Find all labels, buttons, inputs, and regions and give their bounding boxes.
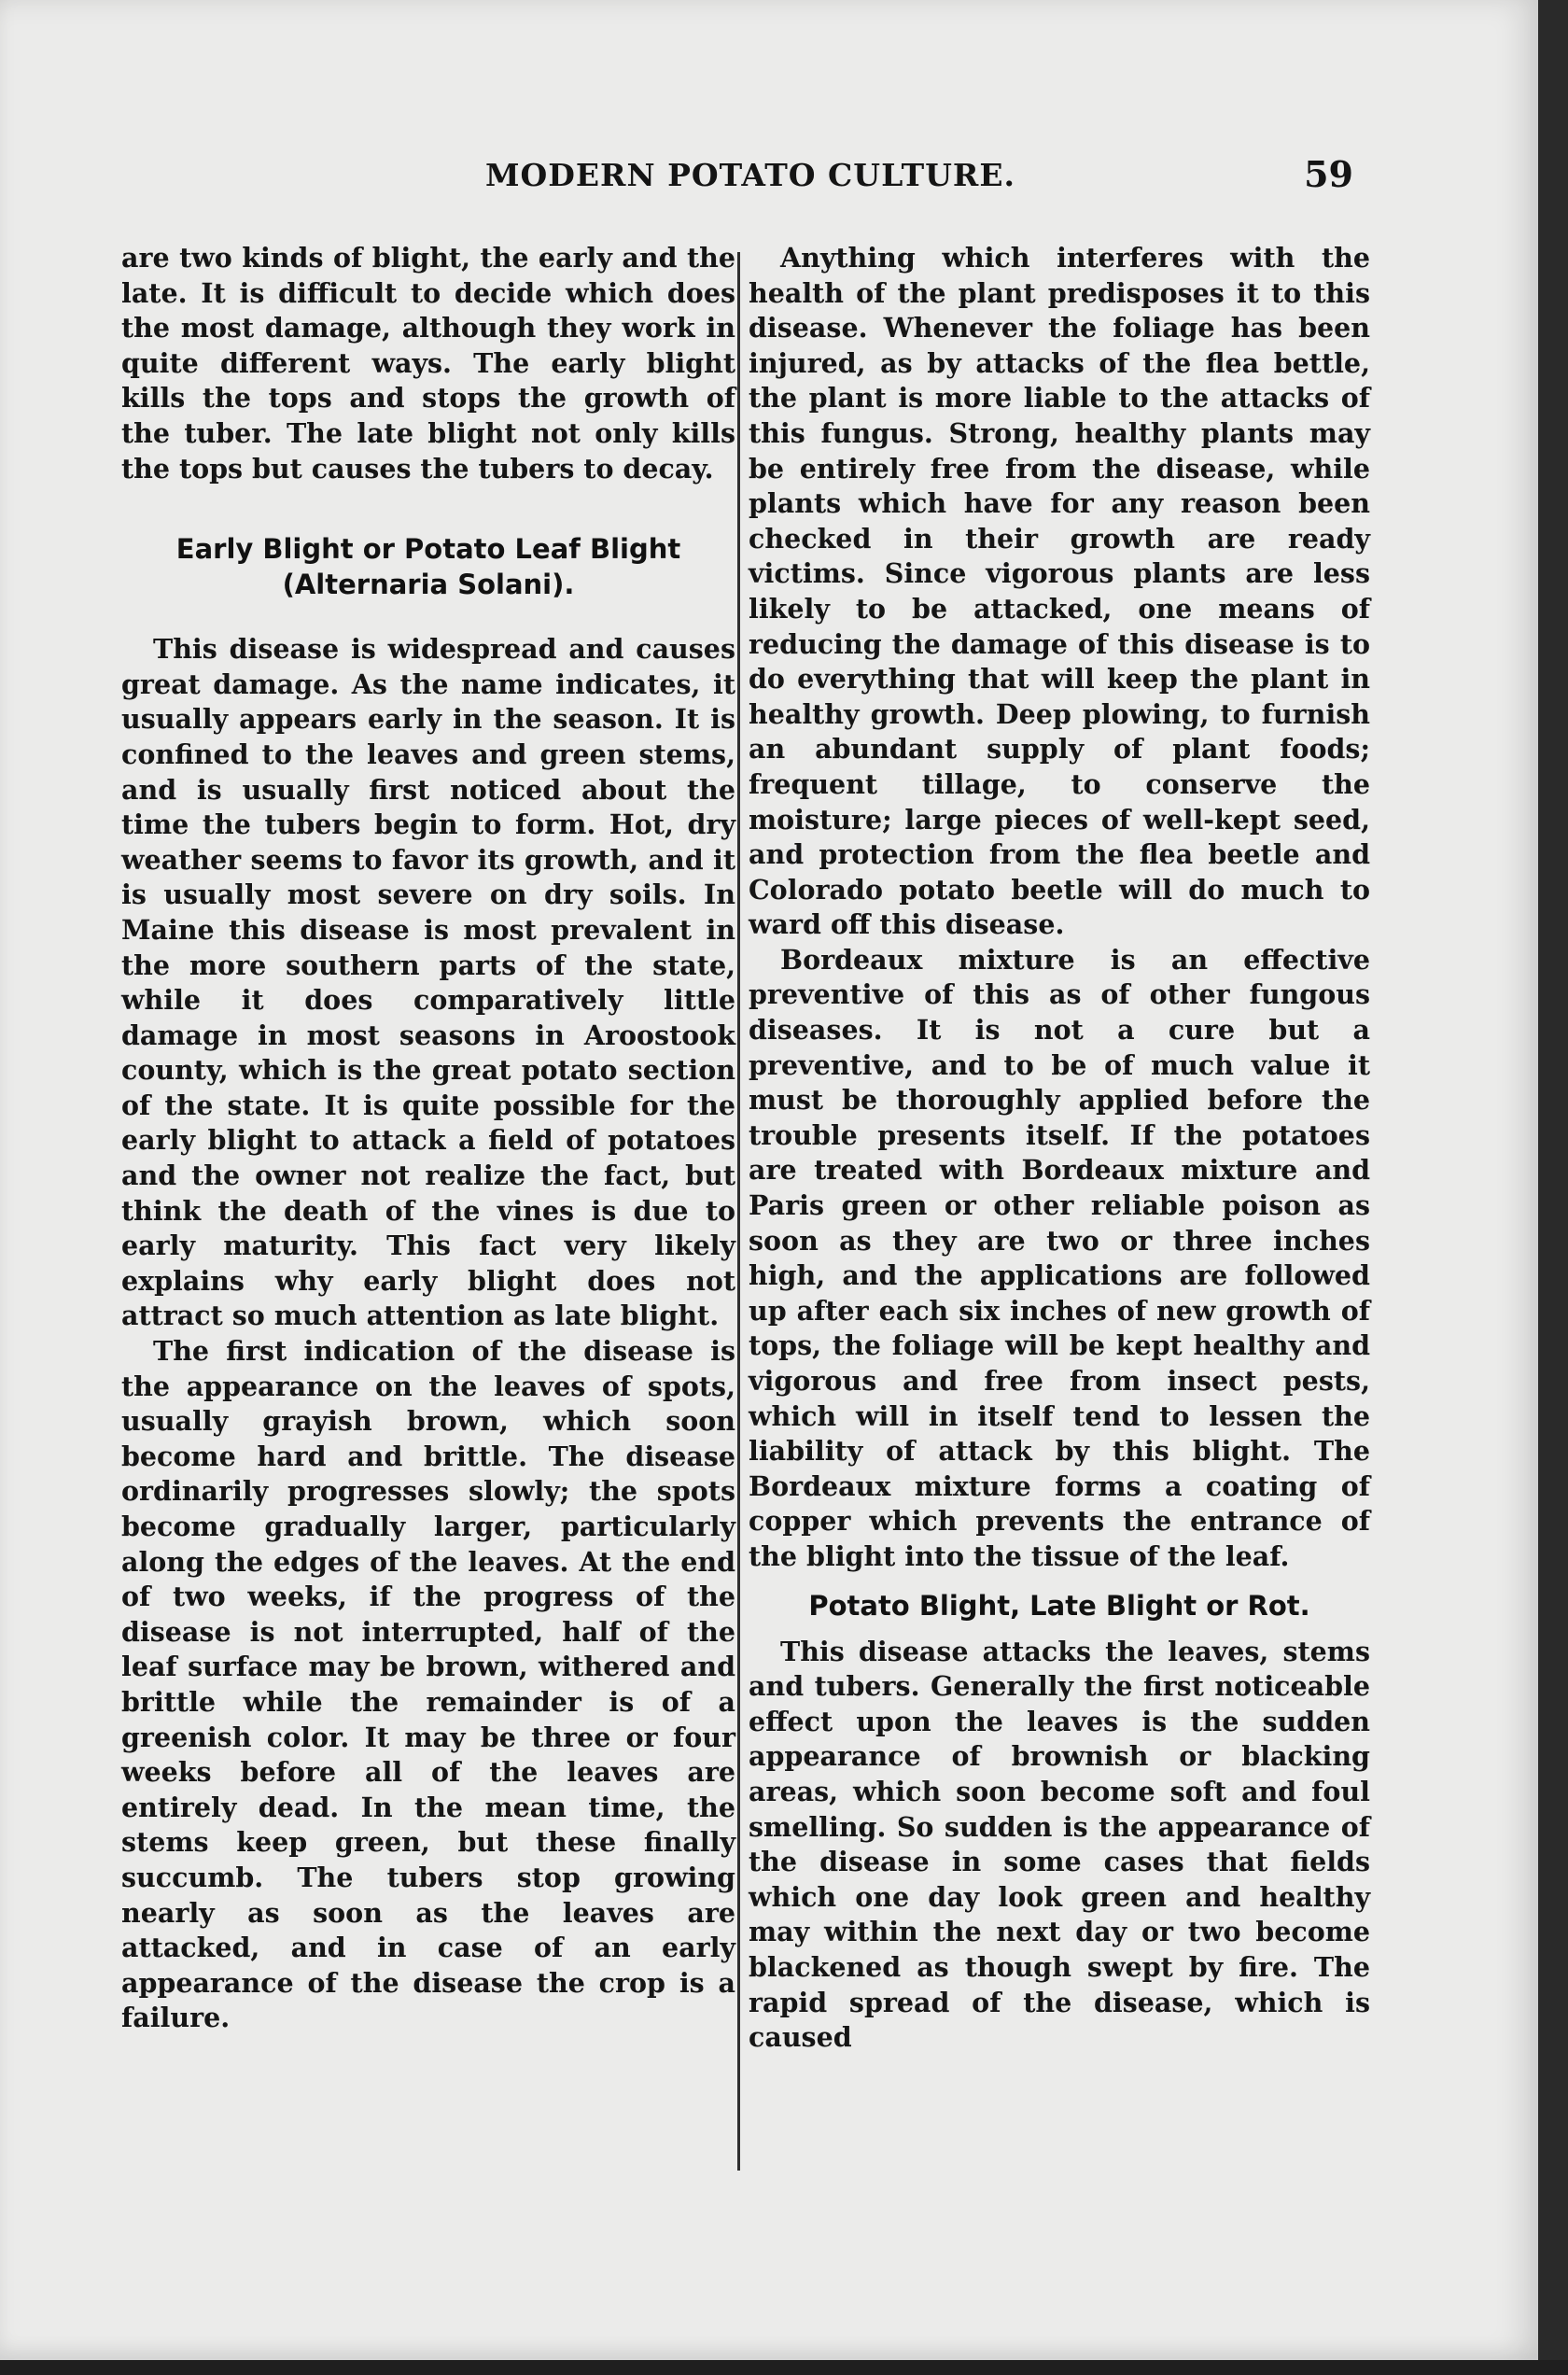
paragraph: Bordeaux mixture is an effective preventive of this as of other fungous diseases. It is not a cure but a preventive, and to be of much value it must be thoroughly applied before the trouble presents itself. If the potatoes are treated with Bordeaux mixture and Paris green or other reliable poison as soon as they are two or three inches high, and the applications are followed up after each six inches of new growth of tops, the foliage will be kept healthy and vigorous and free from insect pests, which will in itself tend to lessen the liability of attack by this blight. The Bordeaux mixture forms a coating of copper which prevents the entrance of the blight into the tissue of the leaf. [749, 943, 1370, 1572]
left-column [121, 241, 735, 2036]
page-header [121, 153, 1353, 205]
right-column [749, 241, 1370, 2056]
scan-edge-right [1538, 0, 1568, 2375]
section-heading: Early Blight or Potato Leaf Blight (Alternaria Solani). [175, 533, 681, 601]
section-heading: Potato Blight, Late Blight or Rot. [808, 1589, 1310, 1622]
paragraph: This disease attacks the leaves, stems and tubers. Generally the first noticeable effect upon the leaves is the sudden appearance of brownish or blacking areas, which soon become soft and foul smelling. So sudden is the appearance of the disease in some cases that fields which one day look green and healthy may within the next day or two become blackened as though swept by fire. The rapid spread of the disease, which is caused [749, 1635, 1370, 2054]
scan-edge-bottom [0, 2360, 1568, 2375]
column-divider [737, 252, 740, 2171]
running-title: MODERN POTATO CULTURE. [485, 157, 1015, 193]
paragraph: This disease is widespread and causes great damage. As the name indicates, it usually appears early in the season. It is confined to the leaves and green stems, and is usually first noticed about the time the tubers begin to form. Hot, dry weather seems to favor its growth, and it is usually most severe on dry soils. In Maine this disease is most prevalent in the more southern parts of the state, while it does comparatively little damage in most seasons in Aroostook county, which is the great potato section of the state. It is quite possible for the early blight to attack a field of potatoes and the owner not realize the fact, but think the death of the vines is due to early maturity. This fact very likely explains why early blight does not attract so much attention as late blight. [121, 633, 735, 1332]
paragraph: Anything which interferes with the health of the plant predisposes it to this disease. Whenever the foliage has been injured, as by attacks of the flea bettle, the plant is more liable to the attacks of this fungus. Strong, healthy plants may be entirely free from the disease, while plants which have for any reason been checked in their growth are ready victims. Since vigorous plants are less likely to be attacked, one means of reducing the damage of this disease is to do everything that will keep the plant in healthy growth. Deep plowing, to furnish an abundant supply of plant foods; frequent tillage, to conserve the moisture; large pieces of well-kept seed, and protection from the flea beetle and Colorado potato beetle will do much to ward off this disease. [749, 242, 1370, 941]
paragraph: The first indication of the disease is the appearance on the leaves of spots, usually grayish brown, which soon become hard and brittle. The disease ordinarily progresses slowly; the spots become gradually larger, particularly along the edges of the leaves. At the end of two weeks, if the progress of the disease is not interrupted, half of the leaf surface may be brown, withered and brittle while the remainder is of a greenish color. It may be three or four weeks before all of the leaves are entirely dead. In the mean time, the stems keep green, but these finally succumb. The tubers stop growing nearly as soon as the leaves are attacked, and in case of an early appearance of the disease the crop is a failure. [121, 1335, 735, 2034]
page-number: 59 [1304, 153, 1353, 195]
paragraph: are two kinds of blight, the early and the late. It is difficult to decide which does the most damage, although they work in quite different ways. The early blight kills the tops and stops the growth of the tuber. The late blight not only kills the tops but causes the tubers to decay. [121, 242, 735, 485]
